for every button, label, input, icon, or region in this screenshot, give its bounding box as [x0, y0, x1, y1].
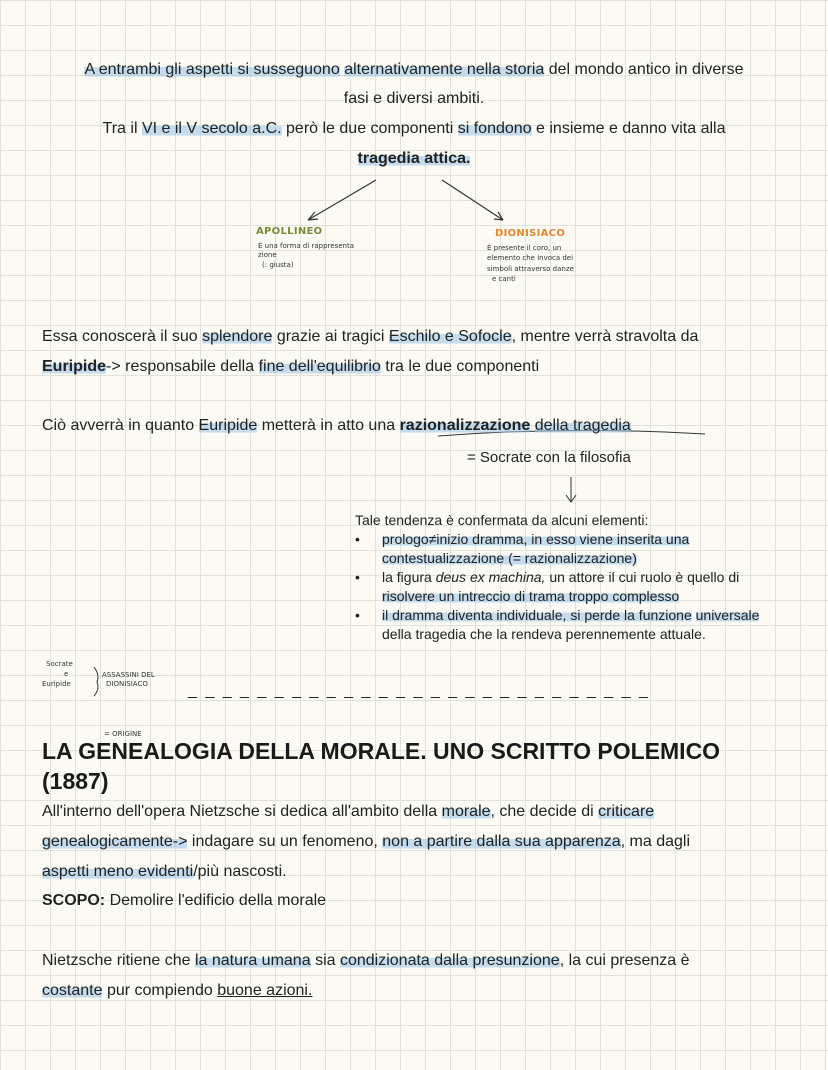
text: Essa conoscerà il suo	[42, 328, 198, 345]
text: del mondo antico in diverse	[548, 61, 744, 78]
section-line-3	[42, 857, 287, 887]
para1-line1	[42, 322, 698, 352]
side-e: e	[64, 670, 69, 678]
list-item	[355, 568, 792, 606]
list-intro: Tale tendenza è confermata da alcuni elementi:	[355, 512, 649, 528]
dionisiaco-note-2: elemento che invoca dei	[487, 254, 574, 262]
text: , ma dagli	[620, 833, 691, 850]
heading-line-2: (1887)	[42, 768, 109, 794]
side-assassini-2: DIONISIACO	[106, 680, 148, 688]
divider: _ _ _ _ _ _ _ _ _ _ _ _ _ _ _ _ _ _ _ _ _ _ _ _ _ _ _	[188, 682, 650, 699]
section-line-6	[42, 976, 312, 1006]
text: Ciò avverrà in quanto	[42, 417, 195, 434]
highlight: non a partire dalla sua apparenza	[382, 833, 621, 850]
text: però le due componenti	[286, 120, 454, 137]
text: tra le due componenti	[385, 358, 540, 375]
highlight: alternativamente nella storia	[344, 61, 545, 78]
apollineo-note-2: zione	[258, 251, 277, 259]
tragedia-attica: tragedia attica.	[357, 150, 471, 167]
buone-azioni: buone azioni.	[217, 982, 313, 999]
scopo-line	[42, 886, 326, 916]
text: fasi e diversi ambiti.	[343, 90, 485, 107]
highlight: genealogicamente->	[42, 833, 188, 850]
list-item	[355, 606, 792, 644]
side-assassini-1: ASSASSINI DEL	[102, 671, 155, 679]
text: metterà in atto una	[261, 417, 396, 434]
text: , mentre verrà stravolta da	[511, 328, 699, 345]
para2-line1	[42, 411, 631, 441]
highlight: costante	[42, 982, 103, 999]
section-line-2	[42, 827, 690, 857]
text: indagare su un fenomeno,	[191, 833, 378, 850]
text: Tra il	[102, 120, 138, 137]
highlight: VI e il V secolo a.C.	[141, 120, 282, 137]
dionisiaco-note-1: È presente il coro, un	[487, 244, 562, 252]
text: la figura	[382, 569, 432, 585]
socrate-note: = Socrate con la filosofia	[467, 449, 631, 466]
arrow-right	[442, 180, 503, 220]
highlight: aspetti meno evidenti	[42, 863, 194, 880]
apollineo-title: APOLLINEO	[256, 226, 323, 237]
highlight: condizionata dalla presunzione	[339, 952, 560, 969]
dionisiaco-note-3: simboli attraverso danze	[487, 265, 574, 273]
highlight: morale	[441, 803, 491, 820]
highlight: Eschilo e Sofocle	[388, 328, 512, 345]
text: A entrambi gli aspetti si susseguono	[84, 61, 340, 78]
apollineo-note-1: È una forma di rappresenta	[258, 242, 354, 250]
deus-ex-machina: deus ex machina,	[435, 569, 546, 585]
origine-note: = ORIGINE	[104, 730, 142, 738]
highlight: universale	[695, 607, 760, 623]
highlight: splendore	[202, 328, 273, 345]
arrow-left-head	[308, 212, 318, 220]
brace	[94, 667, 98, 696]
elements-list	[355, 511, 792, 644]
text: sia	[315, 952, 336, 969]
highlight: fine dell'equilibrio	[258, 358, 381, 375]
text: -> responsabile della	[106, 358, 255, 375]
text: All'interno dell'opera Nietzsche si dedica all'ambito della	[42, 803, 438, 820]
razionalizzazione: razionalizzazione	[399, 417, 531, 434]
text: grazie ai tragici	[276, 328, 385, 345]
dionisiaco-note-4: e canti	[492, 275, 516, 283]
text: della tragedia che la rendeva perennemente attuale.	[382, 626, 706, 642]
highlight: criticare	[598, 803, 655, 820]
highlight: risolvere un intreccio di trama troppo complesso	[382, 588, 680, 604]
highlight: il dramma diventa individuale, si perde la funzione	[382, 607, 692, 623]
arrow-right-head	[494, 212, 503, 220]
text: Demolire l'edificio della morale	[109, 892, 327, 909]
scopo-label: SCOPO:	[42, 892, 106, 909]
heading-line-1: LA GENEALOGIA DELLA MORALE. UNO SCRITTO POLEMICO	[42, 738, 721, 764]
text: prologo≠inizio dramma, in esso viene inserita una contestualizzazione (= razionalizzazione)	[382, 531, 690, 566]
arrow-left	[308, 180, 376, 220]
apollineo-note-3: (: giusta)	[262, 261, 294, 269]
list-item	[355, 530, 792, 568]
dionisiaco-title: DIONISIACO	[495, 228, 566, 239]
text: e insieme e danno vita alla	[536, 120, 726, 137]
highlight: si fondono	[457, 120, 532, 137]
text: un attore il cui ruolo è quello di	[549, 569, 740, 585]
text: /più nascosti.	[193, 863, 287, 880]
text: Nietzsche ritiene che	[42, 952, 191, 969]
euripide: Euripide	[42, 358, 107, 375]
text: pur compiendo	[106, 982, 213, 999]
highlight: la natura umana	[194, 952, 311, 969]
section-heading	[42, 736, 720, 796]
text: , la cui presenza è	[559, 952, 690, 969]
side-euripide: Euripide	[42, 680, 71, 688]
text: , che decide di	[490, 803, 594, 820]
para1-line2	[42, 352, 539, 382]
section-line-5	[42, 946, 690, 976]
side-socrate: Socrate	[46, 660, 73, 668]
highlight: della tragedia	[534, 417, 631, 434]
section-line-1	[42, 797, 654, 827]
highlight: Euripide	[198, 417, 258, 434]
down-arrow	[566, 477, 576, 502]
